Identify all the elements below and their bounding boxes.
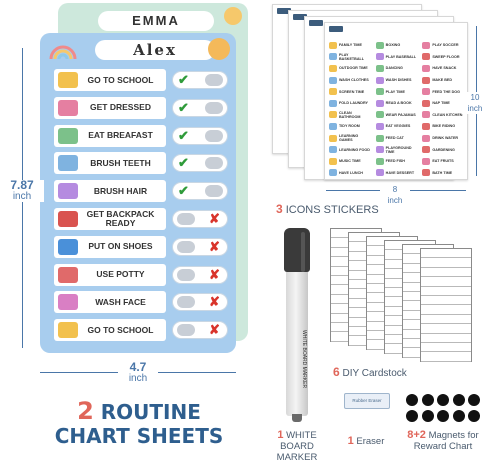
height-dimension — [0, 180, 44, 202]
sticker-item — [376, 64, 419, 73]
sticker-icon — [329, 100, 337, 107]
sticker-icon — [376, 135, 384, 142]
alex-chart-board — [40, 33, 236, 353]
sticker-icon — [376, 123, 384, 130]
sticker-label: SWEEP FLOOR — [432, 54, 460, 59]
sticker-item — [376, 87, 419, 96]
task-card — [54, 125, 166, 147]
toggle-knob[interactable] — [205, 130, 223, 142]
task-toggle[interactable] — [172, 99, 228, 117]
magnet — [453, 410, 465, 422]
sticker-item — [422, 76, 465, 85]
sticker-label: TIDY ROOM — [339, 124, 360, 129]
sticker-item — [329, 64, 372, 73]
task-card — [54, 97, 166, 119]
cardstock-cell — [421, 296, 471, 305]
sticker-label: CLEAN BATHROOM — [339, 110, 361, 119]
sticker-label: WASH DISHES — [385, 78, 412, 83]
stickers-caption — [276, 202, 379, 216]
sticker-item — [376, 76, 419, 85]
sticker-icon — [422, 158, 430, 165]
task-card — [54, 69, 166, 91]
task-row — [54, 236, 230, 258]
sticker-item — [376, 122, 419, 131]
toggle-knob[interactable] — [205, 102, 223, 114]
sticker-label: PLAY SOCCER — [432, 43, 459, 48]
task-icon — [58, 155, 78, 171]
task-label: EAT BREAFAST — [88, 130, 153, 141]
task-icon — [58, 322, 78, 338]
sticker-label: FAMILY TIME — [339, 43, 362, 48]
sticker-sheet-front — [324, 22, 468, 180]
sticker-label: EAT VEGGIES — [385, 124, 411, 129]
toggle-knob[interactable] — [177, 213, 195, 225]
sticker-icon — [376, 88, 384, 95]
check-icon: ✔ — [178, 99, 189, 115]
task-icon — [58, 239, 78, 255]
task-toggle[interactable] — [172, 182, 228, 200]
sticker-item — [376, 134, 419, 143]
sticker-item — [376, 111, 419, 120]
task-row — [54, 180, 230, 202]
sticker-label: CLEAN KITCHEN — [432, 112, 463, 117]
sheet-width-dimension — [380, 184, 410, 206]
check-icon: ✔ — [178, 183, 189, 199]
task-toggle[interactable] — [172, 238, 228, 256]
sticker-icon — [422, 77, 430, 84]
sticker-icon — [329, 88, 337, 95]
task-icon — [58, 72, 78, 88]
sticker-icon — [329, 135, 337, 142]
sticker-item — [329, 122, 372, 131]
sheet-width-unit: inch — [387, 196, 403, 205]
task-row — [54, 69, 230, 91]
sticker-label: MAKE BED — [432, 78, 452, 83]
task-row — [54, 97, 230, 119]
task-toggle[interactable] — [172, 293, 228, 311]
cardstock-cell — [421, 268, 471, 277]
task-icon — [58, 100, 78, 116]
sticker-item — [422, 99, 465, 108]
toggle-knob[interactable] — [205, 157, 223, 169]
sun-icon — [224, 7, 242, 25]
sticker-icon — [376, 146, 384, 153]
marker-label-line2: BOARD MARKER — [276, 441, 318, 463]
sheet-height-value: 10 — [470, 93, 480, 102]
width-value: 4.7 — [129, 360, 147, 374]
sticker-item — [376, 157, 419, 166]
marker-clip — [301, 232, 305, 272]
sticker-icon — [422, 169, 430, 176]
sticker-label: DANCING — [385, 66, 403, 71]
sticker-item — [329, 111, 372, 120]
sticker-item — [422, 169, 465, 178]
sticker-icon — [329, 77, 337, 84]
sticker-item — [329, 134, 372, 143]
sticker-label: NAP TIME — [432, 101, 450, 106]
sticker-item — [329, 41, 372, 50]
task-toggle[interactable] — [172, 321, 228, 339]
task-label: GET BACKPACK READY — [86, 209, 155, 228]
rainbow-icon — [48, 41, 78, 63]
sticker-icon — [376, 169, 384, 176]
title-line2: CHART SHEETS — [54, 424, 224, 448]
emma-name-label: EMMA — [98, 11, 214, 31]
toggle-knob[interactable] — [177, 296, 195, 308]
marker-cap — [284, 228, 310, 272]
sticker-label: LEARNING GAMES — [339, 134, 359, 143]
marker-tip — [292, 414, 302, 422]
sticker-item — [329, 169, 372, 178]
magnet — [437, 394, 449, 406]
sticker-label: LEARNING FOOD — [339, 147, 370, 152]
sticker-icon — [329, 158, 337, 165]
sticker-label: HAVE LUNCH — [339, 170, 363, 175]
cardstock-cell — [421, 277, 471, 286]
main-title — [44, 399, 234, 448]
sheet-height-dimension — [462, 92, 488, 114]
task-toggle[interactable] — [172, 154, 228, 172]
sticker-item — [329, 99, 372, 108]
cardstock-sheet — [420, 248, 472, 362]
alex-name-label: Alex — [95, 40, 215, 60]
magnets-caption — [398, 430, 488, 452]
sticker-label: READ A BOOK — [385, 101, 412, 106]
sticker-icon — [376, 77, 384, 84]
height-unit: inch — [12, 191, 32, 202]
task-icon — [58, 183, 78, 199]
sheet-width-value: 8 — [392, 185, 398, 194]
task-card — [54, 319, 166, 341]
sticker-label: MUSIC TIME — [339, 159, 361, 164]
cross-icon: ✘ — [209, 266, 220, 282]
task-card — [54, 264, 166, 286]
cross-icon: ✘ — [209, 238, 220, 254]
task-row — [54, 291, 230, 313]
sticker-item — [329, 145, 372, 154]
sticker-item — [422, 145, 465, 154]
sticker-icon — [329, 146, 337, 153]
cardstock-cell — [421, 287, 471, 296]
sticker-item — [329, 76, 372, 85]
sticker-icon — [376, 111, 384, 118]
task-card — [54, 236, 166, 258]
toggle-knob[interactable] — [177, 324, 195, 336]
task-toggle[interactable] — [172, 71, 228, 89]
sheet-header — [309, 20, 323, 26]
cardstock-cell — [421, 324, 471, 333]
task-toggle[interactable] — [172, 266, 228, 284]
check-icon: ✔ — [178, 127, 189, 143]
task-row — [54, 125, 230, 147]
stickers-label: ICONS STICKERS — [285, 204, 379, 216]
magnet — [468, 410, 480, 422]
sticker-label: FEED THE DOG — [432, 89, 460, 94]
stickers-count: 3 — [276, 202, 283, 216]
sticker-item — [422, 64, 465, 73]
sticker-icon — [329, 169, 337, 176]
sticker-label: PLAY TIME — [385, 89, 405, 94]
task-label: WASH FACE — [95, 296, 146, 307]
sticker-label: DRINK WATER — [432, 136, 459, 141]
sticker-icon — [422, 88, 430, 95]
sticker-label: OUTDOOR TIME — [339, 66, 368, 71]
sticker-label: WEAR PAJAMAS — [385, 112, 416, 117]
sticker-icon — [422, 53, 430, 60]
cardstock-cell — [421, 305, 471, 314]
magnets-label-line1: Magnets for — [428, 430, 479, 441]
task-label: GET DRESSED — [90, 102, 151, 113]
task-label: GO TO SCHOOL — [87, 324, 154, 335]
sticker-item — [422, 87, 465, 96]
sticker-item — [422, 134, 465, 143]
sticker-icon — [329, 53, 337, 60]
task-toggle[interactable] — [172, 127, 228, 145]
check-icon: ✔ — [178, 72, 189, 87]
sticker-item — [422, 122, 465, 131]
magnet — [422, 410, 434, 422]
magnet — [422, 394, 434, 406]
sticker-icon — [329, 65, 337, 72]
sticker-item — [329, 87, 372, 96]
sticker-item — [376, 41, 419, 50]
sticker-label: HAVE DESSERT — [385, 170, 415, 175]
sticker-label: WASH CLOTHES — [339, 78, 369, 83]
title-line1: ROUTINE — [100, 400, 201, 424]
sticker-label: PLAY BASKETBALL — [339, 52, 364, 61]
toggle-knob[interactable] — [177, 241, 195, 253]
sun-icon — [208, 38, 230, 60]
sticker-icon — [376, 158, 384, 165]
marker-label-line1: WHITE — [286, 430, 317, 441]
sticker-icon — [422, 100, 430, 107]
marker-body-text: WHITE BOARD MARKER — [301, 330, 307, 389]
sticker-icon — [376, 100, 384, 107]
task-icon — [58, 128, 78, 144]
magnet — [437, 410, 449, 422]
eraser-count: 1 — [347, 435, 354, 447]
sticker-item — [376, 169, 419, 178]
cross-icon: ✘ — [209, 294, 220, 310]
task-label: USE POTTY — [96, 269, 145, 280]
cardstock-count: 6 — [333, 365, 340, 379]
sticker-label: PLAY BASEBALL — [385, 54, 417, 59]
task-icon — [58, 211, 78, 227]
sticker-grid — [329, 41, 465, 177]
sticker-label: HAVE SNACK — [432, 66, 457, 71]
magnets-count: 8+2 — [407, 429, 426, 441]
toggle-knob[interactable] — [205, 185, 223, 197]
height-value: 7.87 — [10, 178, 34, 192]
task-row — [54, 319, 230, 341]
task-row — [54, 264, 230, 286]
check-icon: ✔ — [178, 155, 189, 171]
width-dimension — [118, 362, 158, 384]
sticker-icon — [422, 42, 430, 49]
sticker-item — [422, 53, 465, 62]
eraser: Rubber Eraser — [344, 393, 390, 409]
task-label: BRUSH TEETH — [90, 157, 151, 168]
sticker-label: EAT FRUITS — [432, 159, 454, 164]
sticker-item — [376, 53, 419, 62]
sticker-item — [422, 41, 465, 50]
cardstock-cell — [421, 258, 471, 267]
sticker-item — [422, 111, 465, 120]
sticker-label: PLAYGROUND TIME — [385, 145, 412, 154]
cross-icon: ✘ — [209, 322, 220, 338]
sticker-icon — [422, 135, 430, 142]
sticker-label: FEED FISH — [385, 159, 405, 164]
magnet — [453, 394, 465, 406]
cardstock-cell — [421, 334, 471, 343]
marker-count: 1 — [277, 429, 284, 441]
cardstock-cell — [421, 352, 471, 361]
cardstock-caption — [333, 365, 407, 379]
task-label: BRUSH HAIR — [93, 185, 148, 196]
magnet — [406, 410, 418, 422]
sticker-item — [422, 157, 465, 166]
eraser-label: Eraser — [356, 436, 385, 447]
task-card — [54, 291, 166, 313]
sticker-item — [329, 157, 372, 166]
task-icon — [58, 267, 78, 283]
magnet — [468, 394, 480, 406]
sticker-icon — [376, 65, 384, 72]
sticker-label: FEED CAT — [385, 136, 404, 141]
cross-icon: ✘ — [209, 211, 220, 226]
task-icon — [58, 294, 78, 310]
cardstock-cell — [421, 315, 471, 324]
sticker-label: FOLD LAUNDRY — [339, 101, 368, 106]
sticker-label: BOXING — [385, 43, 401, 48]
sheet-header — [329, 26, 343, 32]
eraser-caption — [338, 436, 394, 447]
cardstock-cell — [421, 343, 471, 352]
sticker-icon — [376, 42, 384, 49]
task-label: PUT ON SHOES — [88, 241, 153, 252]
magnets-group — [406, 394, 484, 422]
task-card — [54, 152, 166, 174]
sticker-icon — [422, 65, 430, 72]
cardstock-label: DIY Cardstock — [342, 368, 407, 379]
title-number: 2 — [77, 397, 94, 425]
task-row — [54, 208, 230, 230]
sticker-icon — [422, 123, 430, 130]
magnet — [406, 394, 418, 406]
sticker-icon — [329, 42, 337, 49]
marker-caption — [262, 430, 332, 463]
sticker-item — [329, 53, 372, 62]
magnets-label-line2: Reward Chart — [413, 441, 473, 452]
sticker-item — [376, 99, 419, 108]
task-row — [54, 152, 230, 174]
sticker-icon — [376, 53, 384, 60]
sticker-label: SCREEN TIME — [339, 89, 365, 94]
task-toggle[interactable] — [172, 210, 228, 228]
task-card — [54, 180, 166, 202]
sticker-icon — [329, 111, 337, 118]
sticker-item — [376, 145, 419, 154]
cardstock-cell — [421, 249, 471, 258]
toggle-knob[interactable] — [177, 269, 195, 281]
sticker-label: BIKE RIDING — [432, 124, 456, 129]
sticker-icon — [422, 146, 430, 153]
sticker-icon — [329, 123, 337, 130]
width-unit: inch — [128, 373, 148, 384]
task-card — [54, 208, 166, 230]
sticker-label: BATH TIME — [432, 170, 453, 175]
task-label: GO TO SCHOOL — [87, 74, 154, 85]
sticker-icon — [422, 111, 430, 118]
toggle-knob[interactable] — [205, 74, 223, 86]
sticker-label: GARDENING — [432, 147, 455, 152]
sheet-height-unit: inch — [467, 104, 483, 113]
